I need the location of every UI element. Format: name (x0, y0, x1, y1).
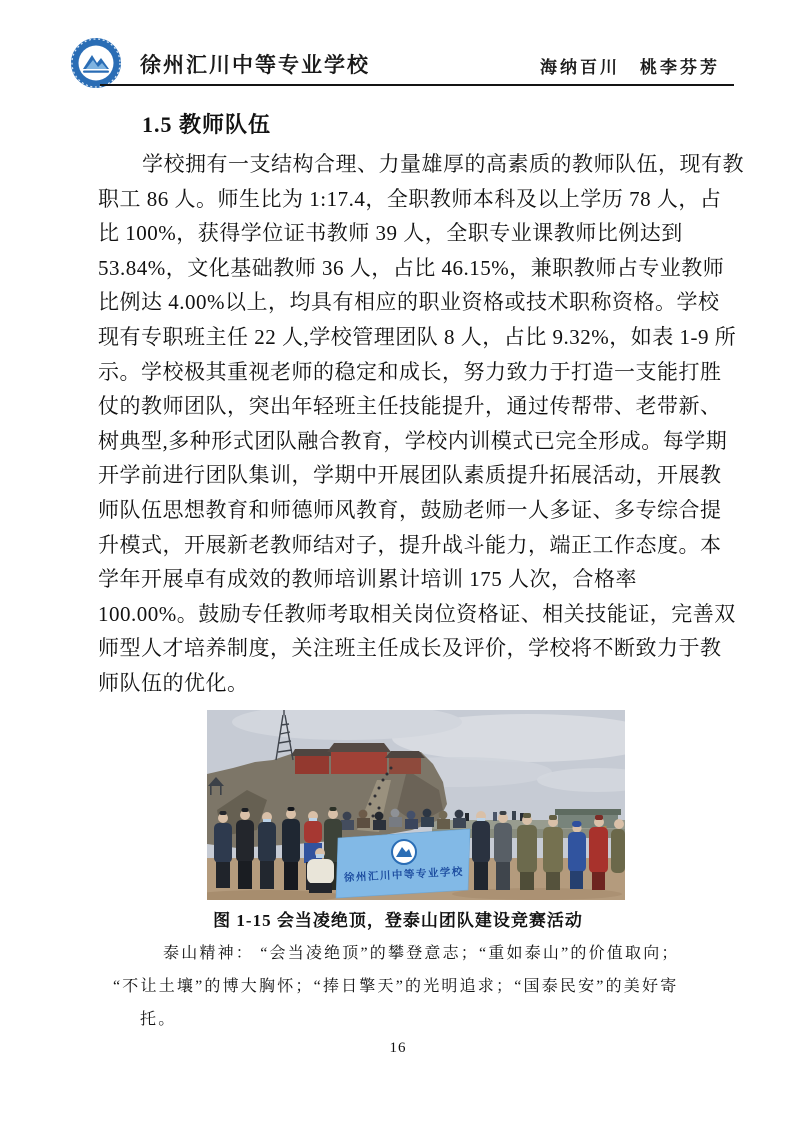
banner-text: 徐州汇川中等专业学校 (343, 866, 465, 884)
header-rule (100, 84, 734, 86)
body-line: 树典型,多种形式团队融合教育，学校内训模式已完全形成。每学期 (98, 428, 728, 453)
school-banner (336, 829, 470, 898)
body-line: 开学前进行团队集训，学期中开展团队素质提升拓展活动，开展教 (98, 463, 722, 488)
body-line: 升模式，开展新老教师结对子，提升战斗能力，端正工作态度。本 (98, 532, 722, 557)
team-photo (207, 710, 625, 900)
body-paragraph (98, 147, 744, 701)
page-number: 16 (389, 1039, 407, 1056)
body-line: 师型人才培养制度，关注班主任成长及评价，学校将不断致力于教 (98, 636, 722, 661)
note-line: “不让土壤”的博大胸怀；“捧日擎天”的光明追求；“国泰民安”的美好寄 (113, 977, 679, 995)
header-school-name: 徐州汇川中等专业学校 (140, 53, 370, 77)
body-line: 示。学校极其重视老师的稳定和成长，努力致力于打造一支能打胜 (98, 359, 722, 384)
figure-caption: 图 1-15 会当凌绝顶，登泰山团队建设竞赛活动 (213, 910, 583, 930)
taishan-spirit-note (98, 937, 698, 1036)
body-line: 100.00%。鼓励专任教师考取相关岗位资格证、相关技能证，完善双 (98, 601, 736, 626)
body-line: 师队伍思想教育和师德师风教育，鼓励老师一人多证、多专综合提 (98, 497, 722, 522)
section-heading: 1.5 教师队伍 (142, 112, 272, 137)
figure-1-15 (207, 710, 625, 931)
body-line: 仗的教师团队，突出年轻班主任技能提升，通过传帮带、老带新、 (98, 394, 722, 419)
page-content (98, 104, 744, 1057)
body-line: 学年开展卓有成效的教师培训累计培训 175 人次，合格率 (98, 567, 637, 592)
header-motto: 海纳百川 桃李芬芳 (540, 58, 720, 77)
note-line: 托。 (140, 1010, 177, 1028)
body-line: 职工 86 人。师生比为 1:17.4，全职教师本科及以上学历 78 人，占 (98, 186, 722, 211)
body-line: 比 100%，获得学位证书教师 39 人，全职专业课教师比例达到 (98, 221, 683, 246)
body-line: 53.84%，文化基础教师 36 人，占比 46.15%，兼职教师占专业教师 (98, 255, 725, 280)
school-logo-icon (70, 37, 122, 89)
body-line: 师队伍的优化。 (98, 670, 249, 695)
note-line: 泰山精神： “会当凌绝顶”的攀登意志；“重如泰山”的价值取向； (163, 944, 680, 962)
body-line: 比例达 4.00%以上，均具有相应的职业资格或技术职称资格。学校 (98, 290, 720, 315)
body-line: 现有专职班主任 22 人,学校管理团队 8 人，占比 9.32%，如表 1-9 所 (98, 324, 737, 349)
body-line: 学校拥有一支结构合理、力量雄厚的高素质的教师队伍，现有教 (142, 152, 744, 176)
